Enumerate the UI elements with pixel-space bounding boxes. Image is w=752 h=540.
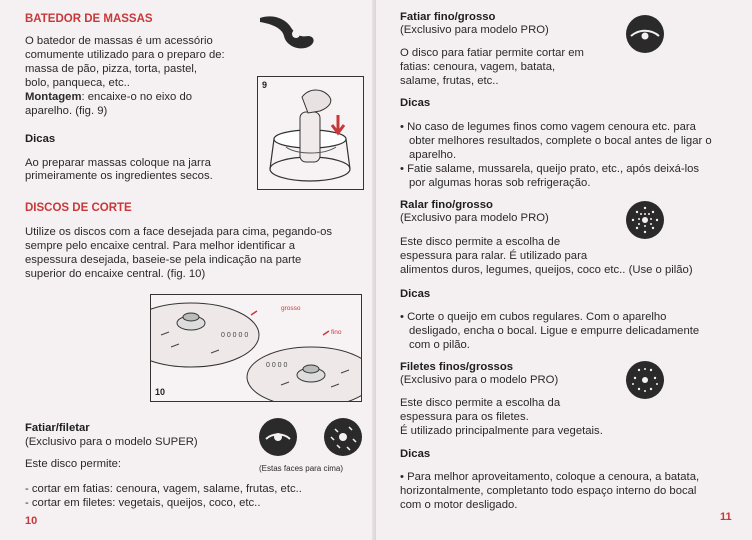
filetes-line-1: Este disco permite a escolha da — [400, 397, 561, 409]
discos-line-1: Utilize os discos com a face desejada para cima, pegando-os — [25, 226, 333, 238]
batedor-line-1: O batedor de massas é um acessório — [25, 35, 213, 47]
dicas2-line-1: • Corte o queijo em cubos regulares. Com o aparelho — [400, 311, 667, 323]
dough-blade-icon — [258, 12, 318, 52]
figure-10 — [150, 294, 362, 402]
slicing-disc-icon — [258, 417, 298, 457]
fatiar-line-3: salame, frutas, etc.. — [400, 75, 499, 87]
dicas2-line-3: com o pilão. — [409, 339, 470, 351]
ralar-line-1: Este disco permite a escolha de — [400, 236, 561, 248]
figure-10-number: 10 — [155, 387, 166, 397]
dicas2-line-2: desligado, encha o bocal. Ligue e empurre delicadamente — [409, 325, 700, 337]
dicas3-line-1: • Para melhor aproveitamento, coloque a cenoura, a batata, — [400, 471, 700, 483]
dicas-left-line-1: Ao preparar massas coloque na jarra — [25, 157, 211, 169]
batedor-line-2: comumente utilizado para o preparo de: — [25, 49, 225, 61]
filetes-line-3: É utilizado principalmente para vegetais. — [400, 425, 603, 437]
dicas3-line-3: com o motor desligado. — [400, 499, 518, 511]
julienne-disc-icon — [323, 417, 363, 457]
grating-disc-icon — [625, 200, 665, 240]
dicas1-bullet-1-line-3: aparelho. — [409, 149, 457, 161]
montagem-text: : encaixe-o no eixo do — [81, 91, 193, 103]
fatiar-filetar-title: Fatiar/filetar — [25, 422, 90, 434]
dicas-heading-right-1: Dicas — [400, 97, 431, 109]
figure-9 — [257, 76, 364, 190]
dicas-heading-right-2: Dicas — [400, 288, 431, 300]
dicas-heading-left: Dicas — [25, 133, 56, 145]
fatiar-line-1: O disco para fatiar permite cortar em — [400, 47, 584, 59]
list-item-fatias: - cortar em fatias: cenoura, vagem, salame, frutas, etc.. — [25, 483, 302, 495]
dicas1-bullet-1-line-1: • No caso de legumes finos como vagem cenoura etc. para — [400, 121, 696, 133]
fatiar-filetar-note: (Exclusivo para o modelo SUPER) — [25, 436, 198, 448]
discos-line-2: sempre pelo encaixe central. Para melhor identificar a — [25, 240, 296, 252]
ralar-line-3: alimentos duros, legumes, queijos, coco etc.. (Use o pilão) — [400, 264, 693, 276]
label-fino: fino — [331, 329, 342, 336]
filetes-note: (Exclusivo para o modelo PRO) — [400, 374, 559, 386]
dicas-heading-right-3: Dicas — [400, 448, 431, 460]
figure-9-number: 9 — [262, 80, 268, 90]
fatiar-fino-grosso-title: Fatiar fino/grosso — [400, 11, 496, 23]
dicas-left-line-2: primeiramente os ingredientes secos. — [25, 170, 213, 182]
section-title-batedor: BATEDOR DE MASSAS — [25, 13, 153, 25]
section-title-discos: DISCOS DE CORTE — [25, 202, 132, 214]
montagem-line-2: aparelho. (fig. 9) — [25, 105, 108, 117]
discos-line-3: espessura desejada, baseie-se pela indicação na parte — [25, 254, 302, 266]
dicas1-bullet-2-line-2: por algumas horas sob refrigeração. — [409, 177, 591, 189]
list-item-filetes: - cortar em filetes: vegetais, queijos, coco, etc.. — [25, 497, 261, 509]
dicas3-line-2: horizontalmente, completanto todo espaço interno do bocal — [400, 485, 697, 497]
figure-9-illustration — [258, 77, 363, 189]
fine-slice-disc-icon — [625, 14, 665, 54]
fatiar-line-2: fatias: cenoura, vagem, batata, — [400, 61, 556, 73]
page-number-left: 10 — [25, 515, 38, 527]
julienne-pro-disc-icon — [625, 360, 665, 400]
ralar-line-2: espessura para ralar. É utilizado para — [400, 250, 588, 262]
fatiar-fino-grosso-note: (Exclusivo para modelo PRO) — [400, 24, 549, 36]
montagem-line — [25, 91, 192, 105]
page-number-right: 11 — [720, 511, 732, 523]
faces-note: (Estas faces para cima) — [259, 464, 344, 473]
svg-text:0 0 0 0 0: 0 0 0 0 0 — [221, 332, 249, 339]
figure-10-illustration — [151, 295, 361, 401]
batedor-line-4: bolo, panqueca, etc.. — [25, 77, 130, 89]
montagem-label: Montagem — [25, 91, 82, 103]
dicas1-bullet-1-line-2: obter melhores resultados, complete o bocal antes de ligar o — [409, 135, 712, 147]
dicas1-bullet-2-line-1: • Fatie salame, mussarela, queijo prato, etc., após deixá-los — [400, 163, 700, 175]
filetes-title: Filetes finos/grossos — [400, 361, 513, 373]
ralar-note: (Exclusivo para modelo PRO) — [400, 212, 549, 224]
label-grosso: grosso — [281, 305, 301, 312]
ralar-title: Ralar fino/grosso — [400, 199, 493, 211]
filetes-line-2: espessura para os filetes. — [400, 411, 529, 423]
batedor-line-3: massa de pão, pizza, torta, pastel, — [25, 63, 198, 75]
right-page — [376, 0, 752, 540]
discos-line-4: superior do encaixe central. (fig. 10) — [25, 268, 206, 280]
fatiar-filetar-intro: Este disco permite: — [25, 458, 122, 470]
svg-text:0 0 0 0: 0 0 0 0 — [266, 362, 288, 369]
